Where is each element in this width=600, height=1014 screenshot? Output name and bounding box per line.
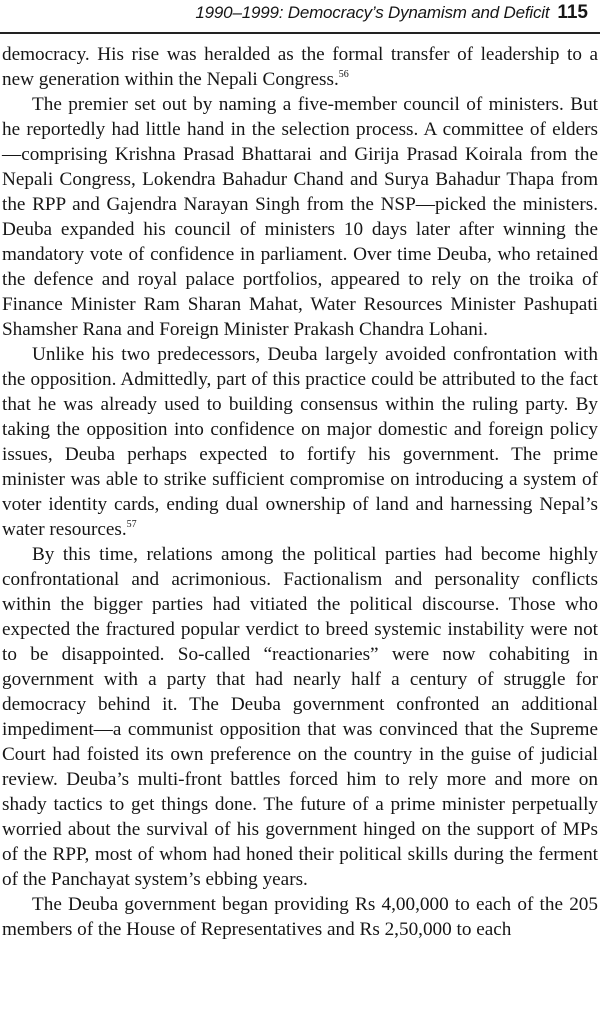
paragraph xyxy=(2,42,598,92)
paragraph xyxy=(2,342,598,542)
running-title: 1990–1999: Democracy’s Dynamism and Deficit xyxy=(195,3,550,22)
paragraph-text: The premier set out by naming a five-member council of ministers. But he reportedly had little hand in the selection process. A committee of elders—comprising Krishna Prasad Bhattarai and Girija Prasad Koirala from the Nepali Congress, Lokendra Bahadur Chand and Surya Bahadur Thapa from the RPP and Gajendra Narayan Singh from the NSP—picked the ministers. Deuba expanded his council of ministers 10 days later after winning the mandatory vote of confidence in parliament. Over time Deuba, who retained the defence and royal palace portfolios, appeared to rely on the troika of Finance Minister Ram Sharan Mahat, Water Resources Minister Pashupati Shamsher Rana and Foreign Minister Prakash Chandra Lohani. xyxy=(2,94,598,340)
body-text xyxy=(2,42,598,942)
footnote-ref: 57 xyxy=(126,518,137,530)
paragraph-text: democracy. His rise was heralded as the formal transfer of leadership to a new generation within the Nepali Congress. xyxy=(2,44,598,90)
paragraph-text: By this time, relations among the political parties had become highly confrontational and acrimonious. Factionalism and personality conflicts within the bigger parties had vitiated the political discourse. Those who expected the fractured popular verdict to breed systemic instability were not to be disappointed. So-called “reactionaries” were now cohabiting in government with a party that had nearly half a century of struggle for democracy behind it. The Deuba government confronted an additional impediment—a communist opposition that was convinced that the Supreme Court had foisted its own preference on the country in the guise of judicial review. Deuba’s multi-front battles forced him to rely more and more on shady tactics to get things done. The future of a prime minister perpetually worried about the survival of his government hinged on the support of MPs of the RPP, most of whom had honed their political skills during the ferment of the Panchayat system’s ebbing years. xyxy=(2,544,598,890)
paragraph xyxy=(2,92,598,342)
paragraph xyxy=(2,892,598,942)
paragraph xyxy=(2,542,598,892)
page-number: 115 xyxy=(557,2,588,23)
paragraph-text: The Deuba government began providing Rs 4,00,000 to each of the 205 members of the House of Representatives and Rs 2,50,000 to each xyxy=(2,894,598,940)
footnote-ref: 56 xyxy=(338,68,349,80)
header-rule xyxy=(0,32,600,34)
running-head xyxy=(0,2,588,32)
paragraph-text: Unlike his two predecessors, Deuba largely avoided confrontation with the opposition. Admittedly, part of this practice could be attributed to the fact that he was already used to building consensus within the ruling party. By taking the opposition into confidence on major domestic and foreign policy issues, Deuba perhaps expected to fortify his government. The prime minister was able to strike sufficient compromise on introducing a system of voter identity cards, ending dual ownership of land and harnessing Nepal’s water resources. xyxy=(2,344,598,540)
